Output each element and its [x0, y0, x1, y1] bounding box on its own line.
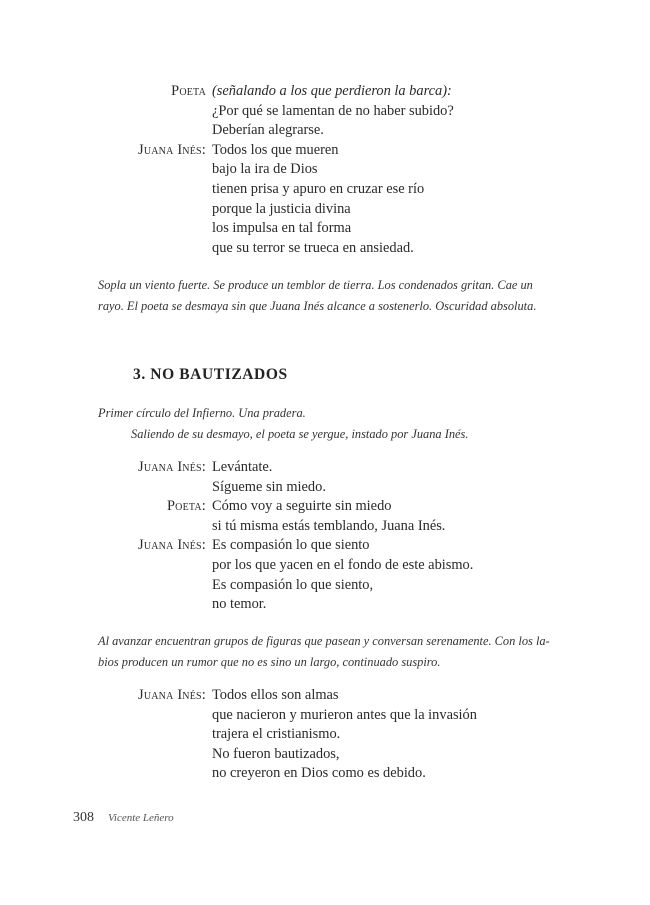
speaker-poet: Poeta	[171, 83, 206, 99]
stage-line: Al avanzar encuentran grupos de figuras que pasean y conversan serenamente. Con los la-	[98, 634, 550, 648]
dialogue-line	[0, 102, 650, 122]
verse-line: bajo la ira de Dios	[212, 161, 318, 178]
section-heading: 3. NO BAUTIZADOS	[133, 366, 288, 383]
stage-line: rayo. El poeta se desmaya sin que Juana Inés alcance a sostenerlo. Oscuridad absoluta.	[98, 298, 537, 313]
verse-line: Es compasión lo que siento,	[212, 576, 374, 593]
dialogue-line	[0, 478, 650, 498]
verse-line: trajera el cristianismo.	[212, 726, 341, 743]
page-number: 308	[73, 810, 94, 825]
verse-line: Cómo voy a seguirte sin miedo	[212, 498, 392, 515]
dialogue-line	[0, 556, 650, 576]
page-footer	[73, 808, 174, 826]
dialogue-line	[0, 536, 650, 556]
dialogue-line	[0, 595, 650, 615]
verse-line: Deberían alegrarse.	[212, 122, 324, 139]
dialogue-line	[0, 82, 650, 102]
stage-direction	[98, 631, 550, 672]
dialogue-line	[0, 576, 650, 596]
dialogue-line	[0, 239, 650, 259]
verse-line: ¿Por qué se lamentan de no haber subido?	[212, 102, 454, 119]
dialogue-line	[0, 497, 650, 517]
verse-line: no creyeron en Dios como es debido.	[212, 765, 426, 782]
dialogue-line	[0, 745, 650, 765]
stage-line: Sopla un viento fuerte. Se produce un temblor de tierra. Los condenados gritan. Cae un	[98, 278, 533, 292]
dialogue-line	[0, 121, 650, 141]
dialogue-line	[0, 725, 650, 745]
verse-line: si tú misma estás temblando, Juana Inés.	[212, 517, 446, 534]
stage-line: bios producen un rumor que no es sino un largo, continuado suspiro.	[98, 654, 441, 669]
speaker-juana: Juana Inés:	[138, 537, 206, 554]
stage-direction-inline: (señalando a los que perdieron la barca):	[212, 83, 452, 99]
dialogue-line	[0, 141, 650, 161]
verse-line: no temor.	[212, 596, 267, 613]
stage-line: Saliendo de su desmayo, el poeta se yergue, instado por Juana Inés.	[131, 426, 469, 441]
running-author: Vicente Leñero	[108, 812, 174, 824]
speaker-juana: Juana Inés:	[138, 459, 206, 475]
dialogue-line	[0, 180, 650, 200]
dialogue-line	[0, 219, 650, 239]
verse-line: porque la justicia divina	[212, 200, 351, 217]
dialogue-line	[0, 686, 650, 706]
dialogue-line	[0, 706, 650, 726]
speaker-juana: Juana Inés:	[138, 687, 206, 703]
dialogue-line	[0, 458, 650, 478]
stage-line: Primer círculo del Infierno. Una pradera.	[98, 406, 306, 420]
verse-line: tienen prisa y apuro en cruzar ese río	[212, 180, 425, 197]
dialogue-block-b	[0, 458, 650, 615]
verse-line: Todos ellos son almas	[212, 687, 339, 703]
dialogue-block-c	[0, 686, 650, 784]
verse-line: Todos los que mueren	[212, 141, 339, 158]
verse-line: No fueron bautizados,	[212, 745, 340, 762]
dialogue-line	[0, 764, 650, 784]
dialogue-line	[0, 160, 650, 180]
speaker-juana: Juana Inés:	[138, 141, 206, 158]
verse-line: los impulsa en tal forma	[212, 220, 352, 237]
verse-line: que nacieron y murieron antes que la invasión	[212, 706, 477, 723]
dialogue-line	[0, 517, 650, 537]
speaker-poet: Poeta:	[166, 498, 206, 515]
verse-line: por los que yacen en el fondo de este abismo.	[212, 556, 474, 573]
verse-line: Sígueme sin miedo.	[212, 478, 326, 495]
verse-line: que su terror se trueca en ansiedad.	[212, 239, 414, 256]
verse-line: Es compasión lo que siento	[212, 537, 370, 554]
dialogue-line	[0, 200, 650, 220]
stage-direction	[98, 275, 536, 316]
dialogue-block-a	[0, 82, 650, 258]
stage-direction	[98, 403, 468, 444]
verse-line: Levántate.	[212, 459, 273, 475]
